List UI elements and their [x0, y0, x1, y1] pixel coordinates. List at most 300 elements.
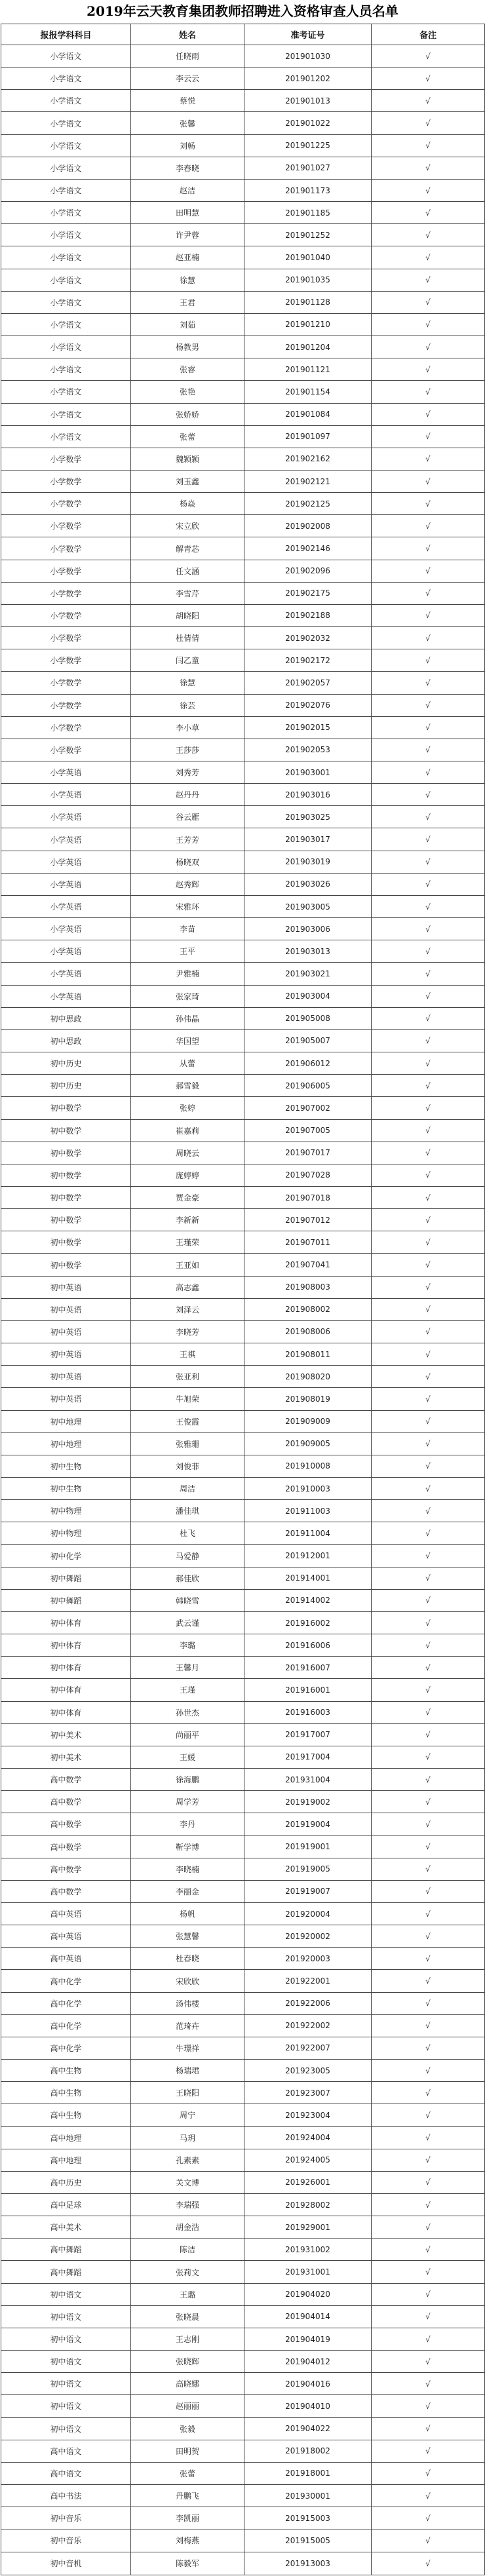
cell-subject: 初中音乐 [1, 2507, 131, 2529]
table-row [1, 2328, 485, 2350]
cell-subject: 小学语文 [1, 90, 131, 112]
table-row [1, 1052, 485, 1075]
cell-subject: 小学英语 [1, 895, 131, 917]
table-row [1, 2239, 485, 2261]
cell-remark: √ [372, 1320, 485, 1343]
cell-exam-number: 201907005 [244, 1119, 372, 1142]
cell-name: 宋欣欣 [131, 1970, 244, 1992]
cell-remark: √ [372, 1791, 485, 1813]
cell-remark: √ [372, 1634, 485, 1657]
cell-remark: √ [372, 1231, 485, 1254]
table-row [1, 2529, 485, 2552]
cell-remark: √ [372, 90, 485, 112]
cell-remark: √ [372, 1254, 485, 1276]
table-row [1, 1589, 485, 1611]
cell-name: 张亚利 [131, 1366, 244, 1388]
table-row [1, 1164, 485, 1186]
cell-subject: 高中历史 [1, 2171, 131, 2193]
cell-name: 魏颖颖 [131, 448, 244, 470]
cell-remark: √ [372, 2261, 485, 2283]
cell-name: 庞婷婷 [131, 1164, 244, 1186]
cell-remark: √ [372, 1075, 485, 1097]
table-row [1, 336, 485, 358]
cell-exam-number: 201902146 [244, 537, 372, 560]
cell-subject: 高中生物 [1, 2060, 131, 2082]
cell-exam-number: 201906005 [244, 1075, 372, 1097]
table-row [1, 1455, 485, 1477]
table-row [1, 560, 485, 582]
cell-name: 尹雅楠 [131, 963, 244, 985]
cell-name: 韩晓雪 [131, 1589, 244, 1611]
cell-name: 王亚如 [131, 1254, 244, 1276]
cell-name: 张毅 [131, 2417, 244, 2440]
cell-subject: 初中语文 [1, 2351, 131, 2373]
cell-subject: 高中美术 [1, 2216, 131, 2239]
cell-remark: √ [372, 67, 485, 90]
cell-exam-number: 201924004 [244, 2126, 372, 2149]
cell-name: 刘玉鑫 [131, 470, 244, 492]
table-row [1, 537, 485, 560]
cell-subject: 初中物理 [1, 1522, 131, 1545]
table-row [1, 1119, 485, 1142]
cell-remark: √ [372, 1858, 485, 1880]
cell-subject: 初中舞蹈 [1, 1567, 131, 1589]
cell-exam-number: 201901084 [244, 403, 372, 425]
table-row [1, 963, 485, 985]
cell-remark: √ [372, 1657, 485, 1679]
table-row [1, 2417, 485, 2440]
table-row [1, 425, 485, 448]
table-row [1, 1769, 485, 1791]
cell-name: 刘秀芳 [131, 761, 244, 784]
cell-remark: √ [372, 403, 485, 425]
cell-remark: √ [372, 1545, 485, 1567]
cell-subject: 初中体育 [1, 1657, 131, 1679]
cell-remark: √ [372, 873, 485, 895]
cell-name: 李瑞强 [131, 2194, 244, 2216]
cell-remark: √ [372, 2351, 485, 2373]
cell-exam-number: 201902076 [244, 694, 372, 716]
cell-name: 张晓晨 [131, 2305, 244, 2328]
cell-remark: √ [372, 604, 485, 626]
cell-exam-number: 201922006 [244, 1992, 372, 2014]
cell-exam-number: 201922001 [244, 1970, 372, 1992]
table-row [1, 1948, 485, 1970]
cell-exam-number: 201905007 [244, 1029, 372, 1052]
cell-subject: 小学语文 [1, 291, 131, 313]
cell-remark: √ [372, 2037, 485, 2059]
cell-subject: 小学语文 [1, 336, 131, 358]
cell-subject: 小学英语 [1, 918, 131, 940]
table-row [1, 112, 485, 134]
cell-remark: √ [372, 2171, 485, 2193]
cell-subject: 小学语文 [1, 358, 131, 381]
header-remark: 备注 [372, 24, 485, 45]
cell-subject: 小学数学 [1, 515, 131, 537]
cell-exam-number: 201911003 [244, 1500, 372, 1522]
cell-remark: √ [372, 2014, 485, 2037]
cell-exam-number: 201929001 [244, 2216, 372, 2239]
cell-exam-number: 201901013 [244, 90, 372, 112]
cell-subject: 初中化学 [1, 1545, 131, 1567]
table-row [1, 627, 485, 649]
table-row [1, 1880, 485, 1902]
cell-name: 武云谨 [131, 1611, 244, 1634]
cell-exam-number: 201901030 [244, 45, 372, 67]
cell-subject: 初中英语 [1, 1276, 131, 1298]
cell-subject: 初中英语 [1, 1366, 131, 1388]
cell-name: 王祺 [131, 1343, 244, 1366]
cell-exam-number: 201901202 [244, 67, 372, 90]
cell-subject: 高中地理 [1, 2149, 131, 2171]
cell-exam-number: 201903004 [244, 985, 372, 1007]
cell-remark: √ [372, 1769, 485, 1791]
cell-exam-number: 201916001 [244, 1679, 372, 1701]
cell-name: 郝雪毅 [131, 1075, 244, 1097]
table-row [1, 381, 485, 403]
table-row [1, 1366, 485, 1388]
cell-exam-number: 201907002 [244, 1097, 372, 1119]
table-row [1, 2351, 485, 2373]
cell-subject: 小学语文 [1, 112, 131, 134]
cell-remark: √ [372, 1410, 485, 1432]
cell-remark: √ [372, 1366, 485, 1388]
cell-name: 赵亚楠 [131, 246, 244, 269]
cell-exam-number: 201907017 [244, 1142, 372, 1164]
cell-exam-number: 201902125 [244, 493, 372, 515]
table-row [1, 448, 485, 470]
cell-subject: 高中生物 [1, 2104, 131, 2126]
cell-remark: √ [372, 1880, 485, 1902]
table-row [1, 157, 485, 179]
cell-name: 马爱静 [131, 1545, 244, 1567]
cell-name: 李晓楠 [131, 1858, 244, 1880]
cell-exam-number: 201919004 [244, 1813, 372, 1836]
table-row [1, 2126, 485, 2149]
table-row [1, 179, 485, 201]
table-body [1, 45, 485, 2575]
document-title: 2019年云天教育集团教师招聘进入资格审查人员名单 [87, 3, 398, 19]
cell-exam-number: 201901173 [244, 179, 372, 201]
cell-subject: 高中生物 [1, 2082, 131, 2104]
cell-subject: 高中英语 [1, 1902, 131, 1925]
cell-exam-number: 201902008 [244, 515, 372, 537]
cell-exam-number: 201901097 [244, 425, 372, 448]
cell-exam-number: 201923007 [244, 2082, 372, 2104]
cell-subject: 小学数学 [1, 649, 131, 672]
cell-exam-number: 201919005 [244, 1858, 372, 1880]
cell-name: 刘梅燕 [131, 2529, 244, 2552]
cell-remark: √ [372, 291, 485, 313]
cell-name: 高志鑫 [131, 1276, 244, 1298]
cell-name: 徐海鹏 [131, 1769, 244, 1791]
cell-name: 周晓云 [131, 1142, 244, 1164]
table-row [1, 2552, 485, 2575]
cell-subject: 小学语文 [1, 202, 131, 224]
cell-subject: 小学数学 [1, 537, 131, 560]
cell-exam-number: 201918002 [244, 2440, 372, 2462]
cell-remark: √ [372, 448, 485, 470]
cell-name: 郝佳欣 [131, 1567, 244, 1589]
cell-subject: 高中舞蹈 [1, 2239, 131, 2261]
cell-exam-number: 201909009 [244, 1410, 372, 1432]
cell-name: 陈洁 [131, 2239, 244, 2261]
cell-remark: √ [372, 940, 485, 963]
cell-remark: √ [372, 582, 485, 604]
cell-remark: √ [372, 2060, 485, 2082]
table-row [1, 873, 485, 895]
table-row [1, 1231, 485, 1254]
cell-remark: √ [372, 358, 485, 381]
cell-name: 田明贺 [131, 2440, 244, 2462]
cell-subject: 初中体育 [1, 1611, 131, 1634]
table-row [1, 895, 485, 917]
table-row [1, 2440, 485, 2462]
cell-remark: √ [372, 470, 485, 492]
cell-subject: 高中数学 [1, 1880, 131, 1902]
cell-exam-number: 201915003 [244, 2507, 372, 2529]
cell-subject: 小学英语 [1, 761, 131, 784]
cell-exam-number: 201914002 [244, 1589, 372, 1611]
table-row [1, 2194, 485, 2216]
cell-subject: 初中数学 [1, 1209, 131, 1231]
cell-name: 孙伟晶 [131, 1007, 244, 1029]
cell-exam-number: 201901040 [244, 246, 372, 269]
cell-name: 周洁 [131, 1478, 244, 1500]
cell-name: 靳学博 [131, 1836, 244, 1858]
cell-name: 王俊霞 [131, 1410, 244, 1432]
table-row [1, 1276, 485, 1298]
cell-name: 徐慧 [131, 672, 244, 694]
table-row [1, 2216, 485, 2239]
table-row [1, 515, 485, 537]
cell-remark: √ [372, 694, 485, 716]
cell-subject: 小学数学 [1, 694, 131, 716]
cell-subject: 高中化学 [1, 1992, 131, 2014]
cell-exam-number: 201902053 [244, 739, 372, 761]
cell-subject: 高中书法 [1, 2485, 131, 2507]
cell-name: 张雅珊 [131, 1432, 244, 1455]
cell-exam-number: 201916006 [244, 1634, 372, 1657]
cell-subject: 初中生物 [1, 1455, 131, 1477]
cell-subject: 小学英语 [1, 940, 131, 963]
table-row [1, 649, 485, 672]
cell-name: 张馨 [131, 112, 244, 134]
cell-name: 高晓娜 [131, 2373, 244, 2395]
cell-name: 王芳芳 [131, 828, 244, 851]
cell-subject: 初中美术 [1, 1746, 131, 1768]
cell-name: 张慧馨 [131, 1925, 244, 1948]
cell-name: 赵丹丹 [131, 784, 244, 806]
cell-name: 赵丽丽 [131, 2395, 244, 2417]
cell-exam-number: 201908011 [244, 1343, 372, 1366]
cell-subject: 小学语文 [1, 313, 131, 336]
cell-exam-number: 201908006 [244, 1320, 372, 1343]
table-row [1, 828, 485, 851]
cell-name: 李新新 [131, 1209, 244, 1231]
cell-remark: √ [372, 2485, 485, 2507]
cell-remark: √ [372, 1992, 485, 2014]
cell-name: 孙世杰 [131, 1701, 244, 1723]
cell-remark: √ [372, 2417, 485, 2440]
cell-exam-number: 201907028 [244, 1164, 372, 1186]
cell-name: 杨焱 [131, 493, 244, 515]
table-row [1, 1858, 485, 1880]
cell-name: 周宁 [131, 2104, 244, 2126]
cell-name: 张蕾 [131, 2462, 244, 2484]
table-row [1, 2261, 485, 2283]
cell-name: 杜春晓 [131, 1948, 244, 1970]
table-row [1, 2171, 485, 2193]
cell-exam-number: 201902032 [244, 627, 372, 649]
cell-exam-number: 201913003 [244, 2552, 372, 2575]
cell-exam-number: 201922002 [244, 2014, 372, 2037]
cell-exam-number: 201901035 [244, 269, 372, 291]
cell-name: 李丹 [131, 1813, 244, 1836]
table-row [1, 313, 485, 336]
cell-name: 李雪芹 [131, 582, 244, 604]
cell-subject: 初中地理 [1, 1410, 131, 1432]
cell-subject: 高中足球 [1, 2194, 131, 2216]
cell-subject: 初中数学 [1, 1164, 131, 1186]
cell-remark: √ [372, 2126, 485, 2149]
cell-name: 张娇娇 [131, 403, 244, 425]
table-row [1, 604, 485, 626]
cell-exam-number: 201923005 [244, 2060, 372, 2082]
cell-name: 汤伟楼 [131, 1992, 244, 2014]
cell-exam-number: 201917007 [244, 1723, 372, 1746]
cell-remark: √ [372, 1029, 485, 1052]
table-row [1, 1320, 485, 1343]
cell-subject: 初中英语 [1, 1388, 131, 1410]
cell-subject: 高中化学 [1, 2014, 131, 2037]
cell-remark: √ [372, 2507, 485, 2529]
cell-exam-number: 201930001 [244, 2485, 372, 2507]
table-row [1, 2149, 485, 2171]
cell-name: 李璐 [131, 1634, 244, 1657]
cell-subject: 高中英语 [1, 1948, 131, 1970]
cell-remark: √ [372, 1522, 485, 1545]
cell-exam-number: 201911004 [244, 1522, 372, 1545]
table-row [1, 2037, 485, 2059]
cell-exam-number: 201904014 [244, 2305, 372, 2328]
cell-exam-number: 201901185 [244, 202, 372, 224]
cell-name: 李云云 [131, 67, 244, 90]
table-row [1, 291, 485, 313]
table-row [1, 403, 485, 425]
cell-remark: √ [372, 157, 485, 179]
cell-subject: 高中数学 [1, 1836, 131, 1858]
table-row [1, 2395, 485, 2417]
cell-subject: 小学数学 [1, 627, 131, 649]
cell-exam-number: 201931002 [244, 2239, 372, 2261]
table-row [1, 1701, 485, 1723]
cell-name: 杜飞 [131, 1522, 244, 1545]
cell-exam-number: 201901210 [244, 313, 372, 336]
cell-name: 张蕾 [131, 425, 244, 448]
header-name: 姓名 [131, 24, 244, 45]
cell-subject: 初中语文 [1, 2373, 131, 2395]
cell-subject: 高中语文 [1, 2462, 131, 2484]
cell-exam-number: 201907018 [244, 1186, 372, 1208]
cell-name: 张晓辉 [131, 2351, 244, 2373]
table-row [1, 985, 485, 1007]
cell-name: 杜倩倩 [131, 627, 244, 649]
cell-remark: √ [372, 2328, 485, 2350]
cell-remark: √ [372, 2552, 485, 2575]
table-row [1, 493, 485, 515]
cell-exam-number: 201904012 [244, 2351, 372, 2373]
cell-name: 刘茹 [131, 313, 244, 336]
cell-remark: √ [372, 627, 485, 649]
table-row [1, 1410, 485, 1432]
cell-name: 尚丽平 [131, 1723, 244, 1746]
cell-name: 张睿 [131, 358, 244, 381]
table-row [1, 2373, 485, 2395]
cell-name: 任文涵 [131, 560, 244, 582]
cell-remark: √ [372, 1836, 485, 1858]
cell-exam-number: 201903025 [244, 806, 372, 828]
table-row [1, 1007, 485, 1029]
cell-remark: √ [372, 918, 485, 940]
cell-name: 刘畅 [131, 134, 244, 157]
cell-name: 杨帆 [131, 1902, 244, 1925]
cell-name: 谷云雁 [131, 806, 244, 828]
cell-exam-number: 201920004 [244, 1902, 372, 1925]
cell-remark: √ [372, 493, 485, 515]
cell-subject: 初中数学 [1, 1119, 131, 1142]
cell-remark: √ [372, 381, 485, 403]
table-row [1, 2104, 485, 2126]
table-row [1, 1254, 485, 1276]
cell-name: 周学芳 [131, 1791, 244, 1813]
cell-subject: 小学语文 [1, 381, 131, 403]
header-subject: 报报学科科目 [1, 24, 131, 45]
cell-name: 胡晓阳 [131, 604, 244, 626]
cell-remark: √ [372, 336, 485, 358]
cell-exam-number: 201901128 [244, 291, 372, 313]
cell-subject: 小学语文 [1, 134, 131, 157]
cell-remark: √ [372, 1164, 485, 1186]
cell-name: 闫乙童 [131, 649, 244, 672]
cell-remark: √ [372, 1276, 485, 1298]
table-row [1, 1679, 485, 1701]
cell-name: 李凯丽 [131, 2507, 244, 2529]
table-row [1, 1545, 485, 1567]
cell-exam-number: 201919002 [244, 1791, 372, 1813]
cell-remark: √ [372, 985, 485, 1007]
cell-remark: √ [372, 179, 485, 201]
cell-name: 蔡悦 [131, 90, 244, 112]
cell-subject: 高中数学 [1, 1813, 131, 1836]
cell-subject: 初中英语 [1, 1343, 131, 1366]
cell-name: 张艳 [131, 381, 244, 403]
cell-exam-number: 201904020 [244, 2283, 372, 2305]
table-row [1, 1075, 485, 1097]
cell-remark: √ [372, 2216, 485, 2239]
cell-subject: 初中体育 [1, 1701, 131, 1723]
cell-remark: √ [372, 202, 485, 224]
cell-name: 从蕾 [131, 1052, 244, 1075]
table-row [1, 1432, 485, 1455]
cell-subject: 小学数学 [1, 672, 131, 694]
cell-exam-number: 201901225 [244, 134, 372, 157]
cell-name: 华国望 [131, 1029, 244, 1052]
cell-name: 张莉文 [131, 2261, 244, 2283]
cell-name: 王君 [131, 291, 244, 313]
cell-remark: √ [372, 761, 485, 784]
cell-remark: √ [372, 1611, 485, 1634]
